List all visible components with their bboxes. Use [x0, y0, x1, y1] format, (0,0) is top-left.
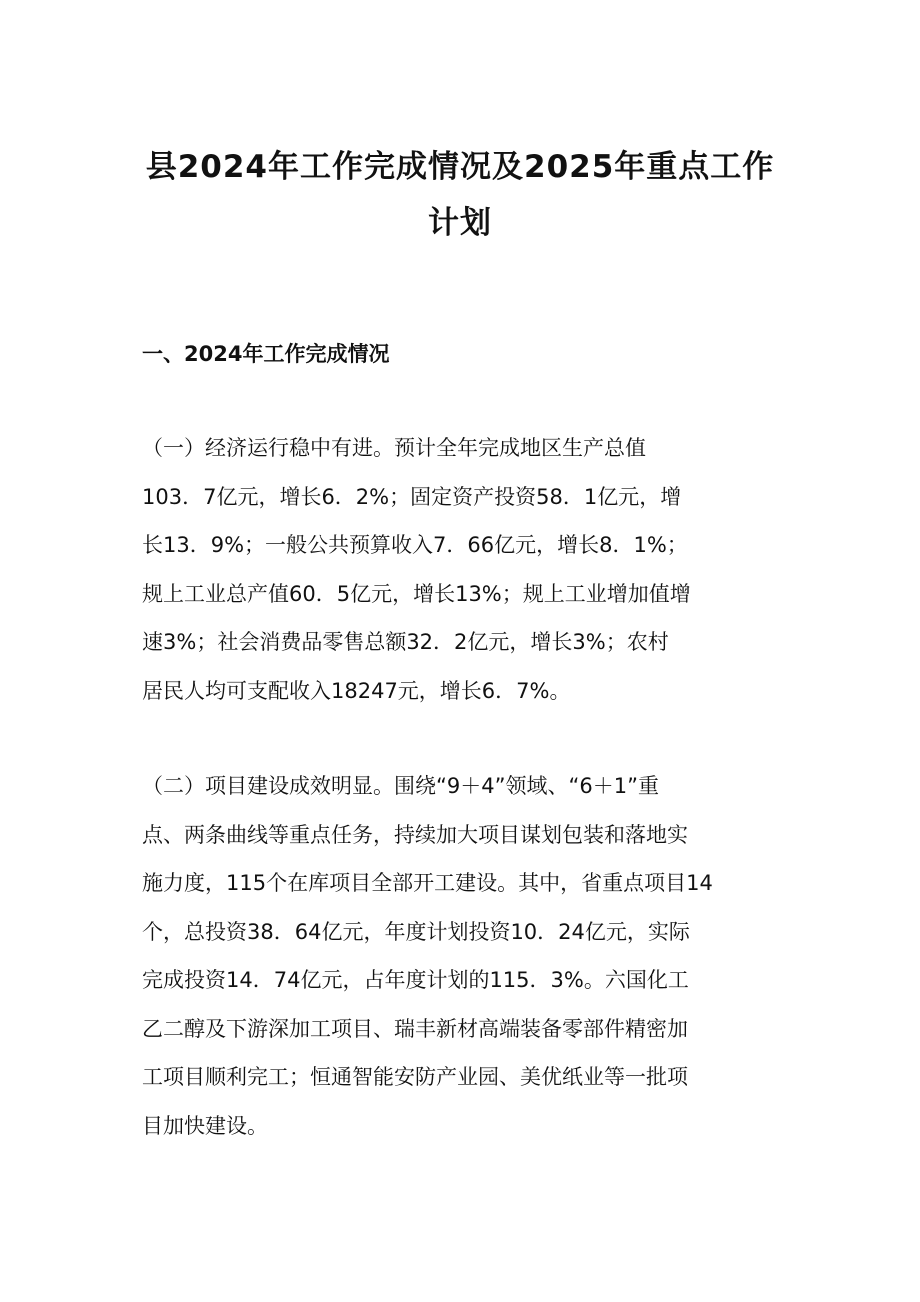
paragraph-line: 点、两条曲线等重点任务，持续加大项目谋划包装和落地实 — [142, 822, 688, 847]
paragraph-line: 长13．9%；一般公共预算收入7．66亿元，增长8．1%； — [142, 533, 688, 557]
document-title-line-2: 计划 — [428, 205, 492, 241]
paragraph-projects — [142, 762, 792, 1150]
paragraph-line: 完成投资14．74亿元，占年度计划的115．3%。六国化工 — [142, 968, 689, 992]
paragraph-line: 乙二醇及下游深加工项目、瑞丰新材高端装备零部件精密加 — [142, 1016, 688, 1041]
paragraph-line: 居民人均可支配收入18247元，增长6．7%。 — [142, 678, 571, 703]
section-heading: 一、2024年工作完成情况 — [142, 342, 390, 366]
paragraph-line: 工项目顺利完工；恒通智能安防产业园、美优纸业等一批项 — [142, 1065, 688, 1089]
paragraph-line: 个，总投资38．64亿元，年度计划投资10．24亿元，实际 — [142, 919, 690, 944]
paragraph-line: 规上工业总产值60．5亿元，增长13%；规上工业增加值增 — [142, 581, 691, 606]
paragraph-line: 103．7亿元，增长6．2%；固定资产投资58．1亿元，增 — [142, 484, 682, 509]
paragraph-line: 施力度，115个在库项目全部开工建设。其中，省重点项目14 — [142, 871, 713, 895]
paragraph-line: （二）项目建设成效明显。围绕“9＋4”领域、“6＋1”重 — [142, 774, 659, 798]
paragraph-line: 目加快建设。 — [142, 1113, 268, 1138]
paragraph-line: （一）经济运行稳中有进。预计全年完成地区生产总值 — [142, 436, 646, 460]
document-title-line-1: 县2024年工作完成情况及2025年重点工作 — [145, 149, 775, 185]
paragraph-line: 速3%；社会消费品零售总额32．2亿元，增长3%；农村 — [142, 630, 669, 654]
paragraph-economy — [142, 424, 792, 715]
